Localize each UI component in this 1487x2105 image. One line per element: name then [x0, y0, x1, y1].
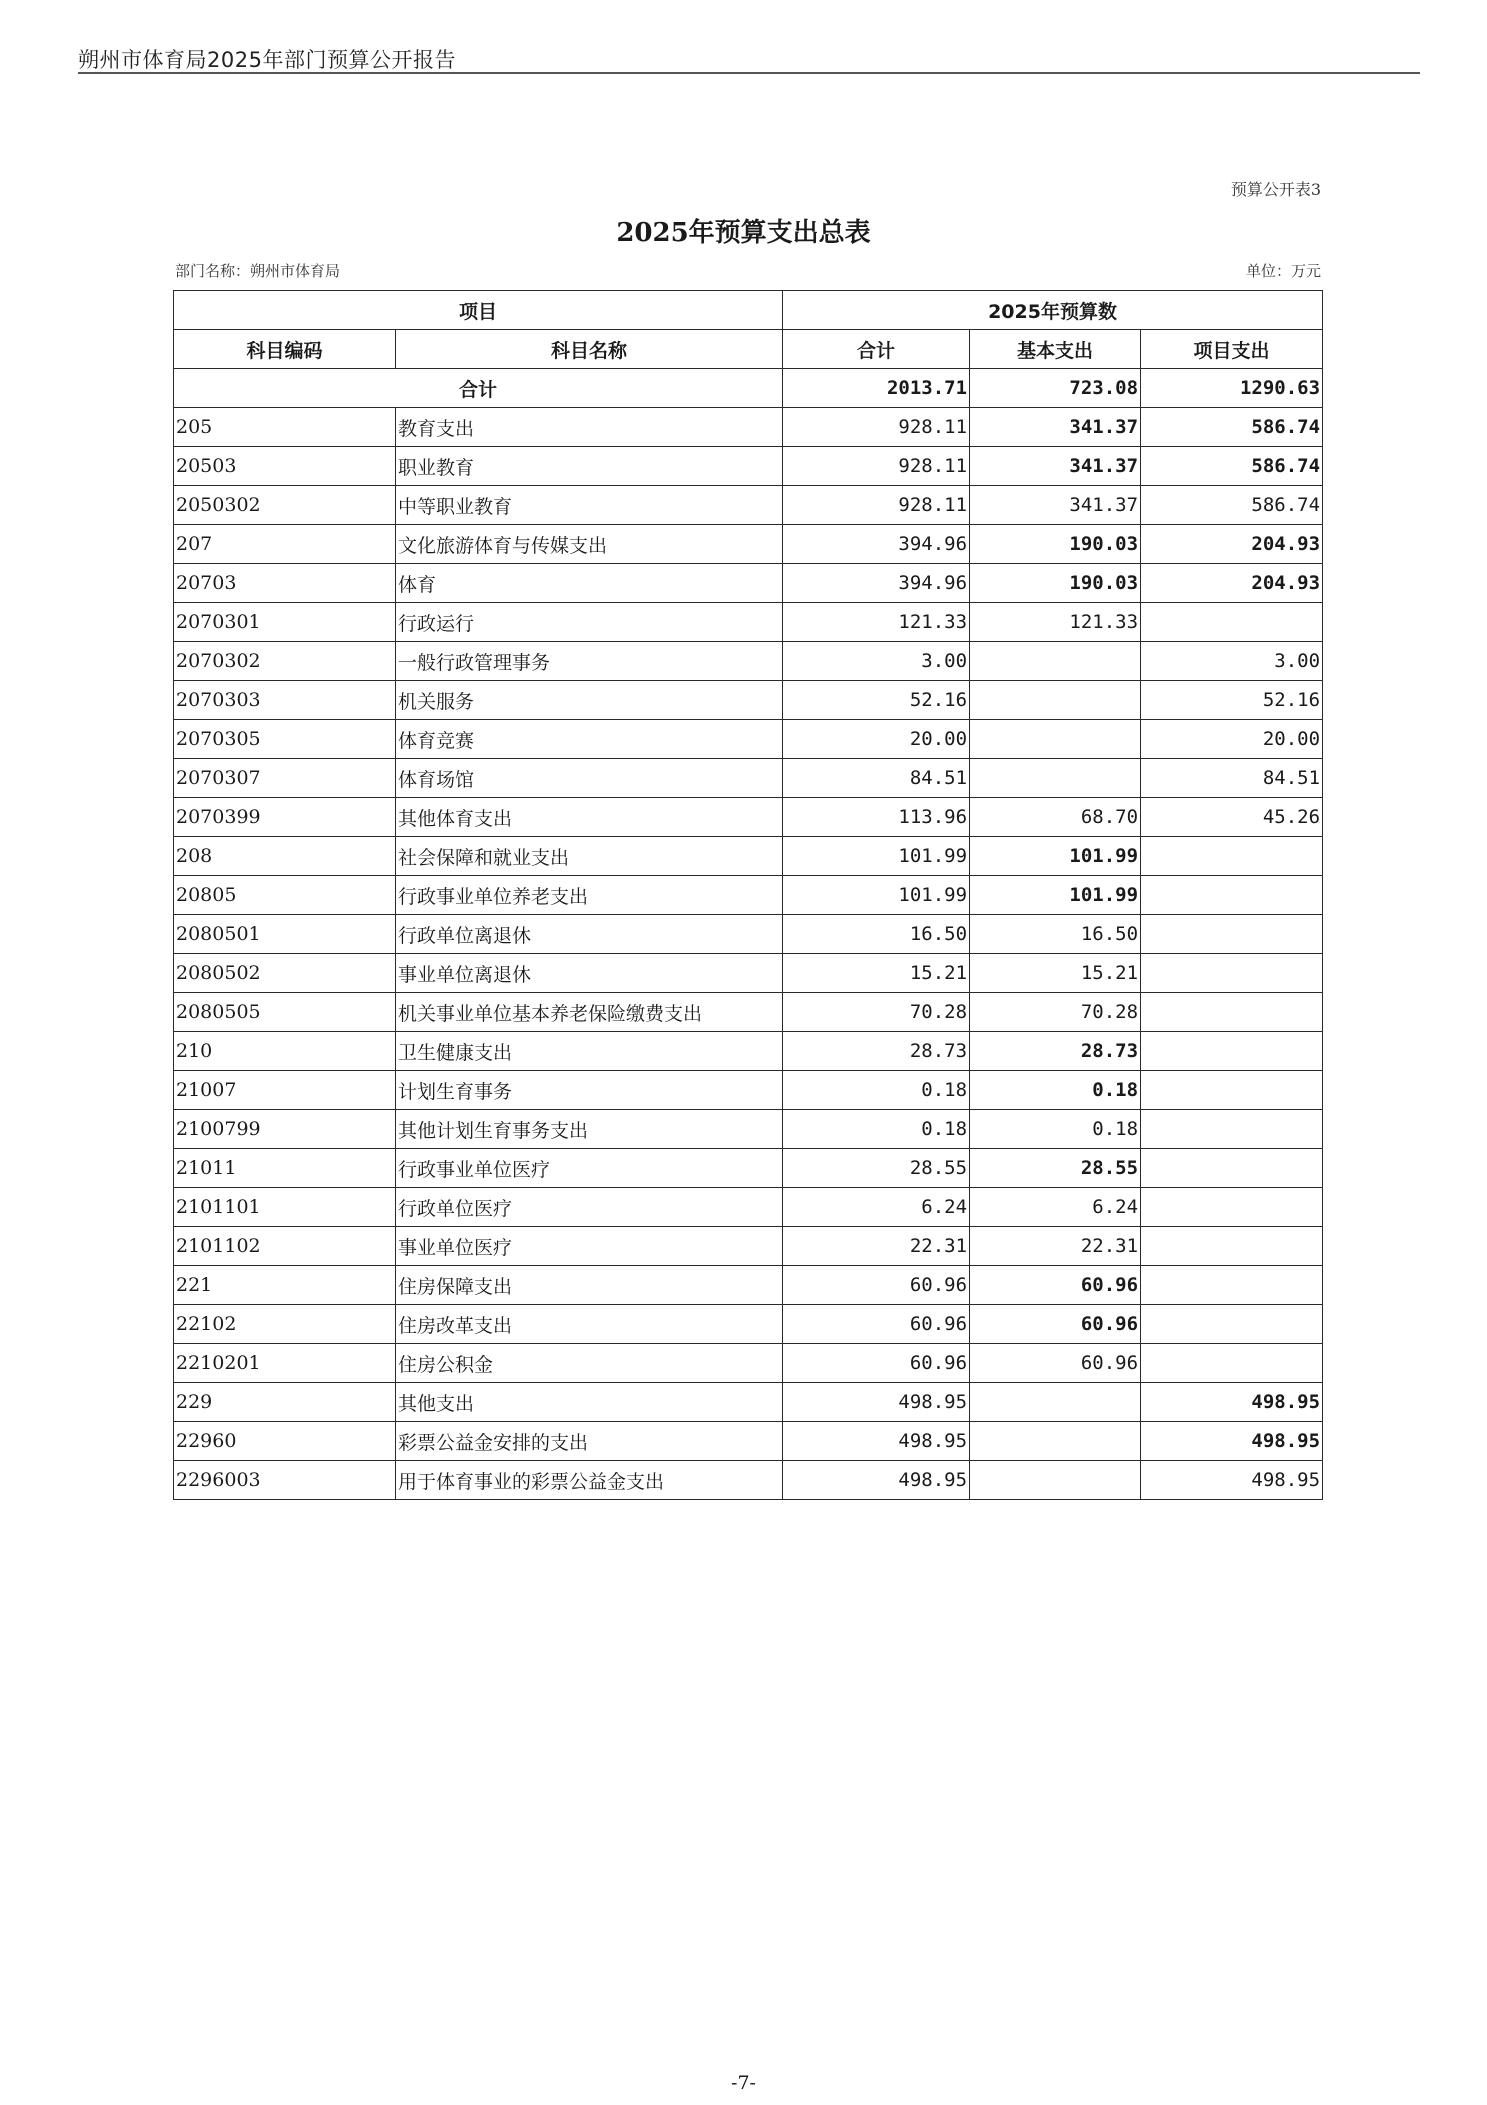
row-name: 中等职业教育 — [396, 486, 783, 525]
row-basic — [970, 1383, 1141, 1422]
row-basic: 121.33 — [970, 603, 1141, 642]
row-code: 20503 — [174, 447, 396, 486]
table-row — [174, 642, 1323, 681]
row-project — [1141, 1071, 1323, 1110]
row-name: 体育场馆 — [396, 759, 783, 798]
table-row — [174, 1149, 1323, 1188]
row-total: 928.11 — [783, 447, 970, 486]
table-row — [174, 993, 1323, 1032]
table-row — [174, 603, 1323, 642]
table-row — [174, 447, 1323, 486]
budget-table — [173, 290, 1323, 1500]
row-basic — [970, 1422, 1141, 1461]
row-basic — [970, 1461, 1141, 1500]
table-row — [174, 1032, 1323, 1071]
row-code: 2080502 — [174, 954, 396, 993]
row-basic: 0.18 — [970, 1071, 1141, 1110]
row-project — [1141, 876, 1323, 915]
header-budget-group: 2025年预算数 — [783, 291, 1323, 330]
row-project: 204.93 — [1141, 564, 1323, 603]
row-code: 210 — [174, 1032, 396, 1071]
row-name: 其他体育支出 — [396, 798, 783, 837]
row-total: 52.16 — [783, 681, 970, 720]
row-project — [1141, 837, 1323, 876]
row-total: 15.21 — [783, 954, 970, 993]
row-basic: 341.37 — [970, 486, 1141, 525]
row-project — [1141, 1344, 1323, 1383]
row-total: 498.95 — [783, 1422, 970, 1461]
table-row — [174, 1383, 1323, 1422]
row-basic: 101.99 — [970, 876, 1141, 915]
row-code: 2296003 — [174, 1461, 396, 1500]
row-name: 事业单位医疗 — [396, 1227, 783, 1266]
row-basic: 15.21 — [970, 954, 1141, 993]
row-code: 207 — [174, 525, 396, 564]
table-row — [174, 915, 1323, 954]
row-code: 21007 — [174, 1071, 396, 1110]
row-project — [1141, 1227, 1323, 1266]
table-row — [174, 876, 1323, 915]
total-sum: 2013.71 — [783, 369, 970, 408]
row-code: 2101102 — [174, 1227, 396, 1266]
row-basic: 68.70 — [970, 798, 1141, 837]
table-row — [174, 408, 1323, 447]
department-label: 部门名称：朔州市体育局 — [175, 262, 341, 280]
row-project: 586.74 — [1141, 408, 1323, 447]
row-basic: 70.28 — [970, 993, 1141, 1032]
row-total: 60.96 — [783, 1266, 970, 1305]
row-basic: 60.96 — [970, 1344, 1141, 1383]
row-name: 住房公积金 — [396, 1344, 783, 1383]
row-project: 20.00 — [1141, 720, 1323, 759]
table-row — [174, 954, 1323, 993]
row-total: 6.24 — [783, 1188, 970, 1227]
row-code: 21011 — [174, 1149, 396, 1188]
table-row — [174, 1071, 1323, 1110]
row-name: 机关服务 — [396, 681, 783, 720]
row-project — [1141, 1110, 1323, 1149]
row-project — [1141, 1188, 1323, 1227]
row-basic — [970, 642, 1141, 681]
row-project: 45.26 — [1141, 798, 1323, 837]
row-name: 行政事业单位医疗 — [396, 1149, 783, 1188]
row-total: 28.73 — [783, 1032, 970, 1071]
table-row — [174, 1461, 1323, 1500]
row-code: 2070301 — [174, 603, 396, 642]
row-basic — [970, 720, 1141, 759]
row-total: 16.50 — [783, 915, 970, 954]
row-total: 101.99 — [783, 837, 970, 876]
row-project — [1141, 1266, 1323, 1305]
page-title: 2025年预算支出总表 — [616, 218, 871, 248]
total-row — [174, 369, 1323, 408]
row-code: 2070307 — [174, 759, 396, 798]
header-basic: 基本支出 — [970, 330, 1141, 369]
row-project — [1141, 1032, 1323, 1071]
table-row — [174, 1188, 1323, 1227]
table-row — [174, 681, 1323, 720]
row-code: 2210201 — [174, 1344, 396, 1383]
row-name: 行政运行 — [396, 603, 783, 642]
row-code: 229 — [174, 1383, 396, 1422]
row-basic: 101.99 — [970, 837, 1141, 876]
row-basic: 22.31 — [970, 1227, 1141, 1266]
table-row — [174, 720, 1323, 759]
header-name: 科目名称 — [396, 330, 783, 369]
row-basic: 341.37 — [970, 408, 1141, 447]
table-row — [174, 1266, 1323, 1305]
row-total: 3.00 — [783, 642, 970, 681]
row-code: 2080505 — [174, 993, 396, 1032]
row-total: 101.99 — [783, 876, 970, 915]
row-project: 204.93 — [1141, 525, 1323, 564]
row-name: 事业单位离退休 — [396, 954, 783, 993]
row-code: 221 — [174, 1266, 396, 1305]
row-basic: 60.96 — [970, 1305, 1141, 1344]
table-row — [174, 525, 1323, 564]
header-project-group: 项目 — [174, 291, 783, 330]
table-row — [174, 1305, 1323, 1344]
row-total: 394.96 — [783, 564, 970, 603]
row-name: 彩票公益金安排的支出 — [396, 1422, 783, 1461]
row-name: 行政单位离退休 — [396, 915, 783, 954]
row-total: 113.96 — [783, 798, 970, 837]
row-code: 22960 — [174, 1422, 396, 1461]
row-basic: 190.03 — [970, 564, 1141, 603]
row-basic: 190.03 — [970, 525, 1141, 564]
total-basic: 723.08 — [970, 369, 1141, 408]
row-total: 22.31 — [783, 1227, 970, 1266]
row-code: 20703 — [174, 564, 396, 603]
row-code: 22102 — [174, 1305, 396, 1344]
total-project: 1290.63 — [1141, 369, 1323, 408]
row-code: 2070303 — [174, 681, 396, 720]
row-name: 住房保障支出 — [396, 1266, 783, 1305]
row-basic: 60.96 — [970, 1266, 1141, 1305]
row-project — [1141, 954, 1323, 993]
row-name: 行政单位医疗 — [396, 1188, 783, 1227]
row-total: 0.18 — [783, 1071, 970, 1110]
row-basic: 16.50 — [970, 915, 1141, 954]
row-basic: 28.55 — [970, 1149, 1141, 1188]
row-total: 84.51 — [783, 759, 970, 798]
table-row — [174, 1227, 1323, 1266]
row-code: 20805 — [174, 876, 396, 915]
row-name: 体育竞赛 — [396, 720, 783, 759]
row-project: 498.95 — [1141, 1461, 1323, 1500]
table-row — [174, 837, 1323, 876]
row-name: 其他支出 — [396, 1383, 783, 1422]
row-code: 2070399 — [174, 798, 396, 837]
row-basic: 0.18 — [970, 1110, 1141, 1149]
row-name: 卫生健康支出 — [396, 1032, 783, 1071]
row-project — [1141, 603, 1323, 642]
row-code: 2070305 — [174, 720, 396, 759]
row-total: 498.95 — [783, 1383, 970, 1422]
row-code: 205 — [174, 408, 396, 447]
row-project: 3.00 — [1141, 642, 1323, 681]
row-project — [1141, 915, 1323, 954]
row-basic: 341.37 — [970, 447, 1141, 486]
running-header: 朔州市体育局2025年部门预算公开报告 — [78, 48, 456, 72]
table-row — [174, 1344, 1323, 1383]
row-total: 0.18 — [783, 1110, 970, 1149]
row-name: 体育 — [396, 564, 783, 603]
row-project: 498.95 — [1141, 1422, 1323, 1461]
row-project — [1141, 1149, 1323, 1188]
row-total: 121.33 — [783, 603, 970, 642]
page-number: -7- — [731, 2072, 756, 2094]
row-basic: 28.73 — [970, 1032, 1141, 1071]
table-row — [174, 1422, 1323, 1461]
row-basic — [970, 681, 1141, 720]
row-name: 计划生育事务 — [396, 1071, 783, 1110]
row-project: 84.51 — [1141, 759, 1323, 798]
header-project: 项目支出 — [1141, 330, 1323, 369]
row-name: 其他计划生育事务支出 — [396, 1110, 783, 1149]
table-row — [174, 486, 1323, 525]
row-project — [1141, 993, 1323, 1032]
row-name: 行政事业单位养老支出 — [396, 876, 783, 915]
header-total: 合计 — [783, 330, 970, 369]
row-name: 文化旅游体育与传媒支出 — [396, 525, 783, 564]
row-total: 60.96 — [783, 1344, 970, 1383]
unit-label: 单位：万元 — [1245, 262, 1321, 280]
row-code: 2101101 — [174, 1188, 396, 1227]
table-row — [174, 1110, 1323, 1149]
table-number: 预算公开表3 — [1230, 180, 1321, 199]
row-project: 586.74 — [1141, 486, 1323, 525]
table-row — [174, 759, 1323, 798]
row-name: 社会保障和就业支出 — [396, 837, 783, 876]
row-name: 机关事业单位基本养老保险缴费支出 — [396, 993, 783, 1032]
row-name: 一般行政管理事务 — [396, 642, 783, 681]
row-basic — [970, 759, 1141, 798]
header-code: 科目编码 — [174, 330, 396, 369]
row-code: 2100799 — [174, 1110, 396, 1149]
table-row — [174, 798, 1323, 837]
table-row — [174, 564, 1323, 603]
row-name: 教育支出 — [396, 408, 783, 447]
row-total: 28.55 — [783, 1149, 970, 1188]
row-total: 60.96 — [783, 1305, 970, 1344]
row-project — [1141, 1305, 1323, 1344]
row-project: 586.74 — [1141, 447, 1323, 486]
header-rule — [78, 72, 1420, 74]
row-total: 928.11 — [783, 408, 970, 447]
row-total: 394.96 — [783, 525, 970, 564]
row-total: 20.00 — [783, 720, 970, 759]
row-total: 928.11 — [783, 486, 970, 525]
total-label: 合计 — [174, 369, 783, 408]
row-name: 住房改革支出 — [396, 1305, 783, 1344]
row-project: 52.16 — [1141, 681, 1323, 720]
row-basic: 6.24 — [970, 1188, 1141, 1227]
row-name: 职业教育 — [396, 447, 783, 486]
row-project: 498.95 — [1141, 1383, 1323, 1422]
row-total: 498.95 — [783, 1461, 970, 1500]
row-code: 2070302 — [174, 642, 396, 681]
row-total: 70.28 — [783, 993, 970, 1032]
row-name: 用于体育事业的彩票公益金支出 — [396, 1461, 783, 1500]
row-code: 2050302 — [174, 486, 396, 525]
row-code: 208 — [174, 837, 396, 876]
row-code: 2080501 — [174, 915, 396, 954]
